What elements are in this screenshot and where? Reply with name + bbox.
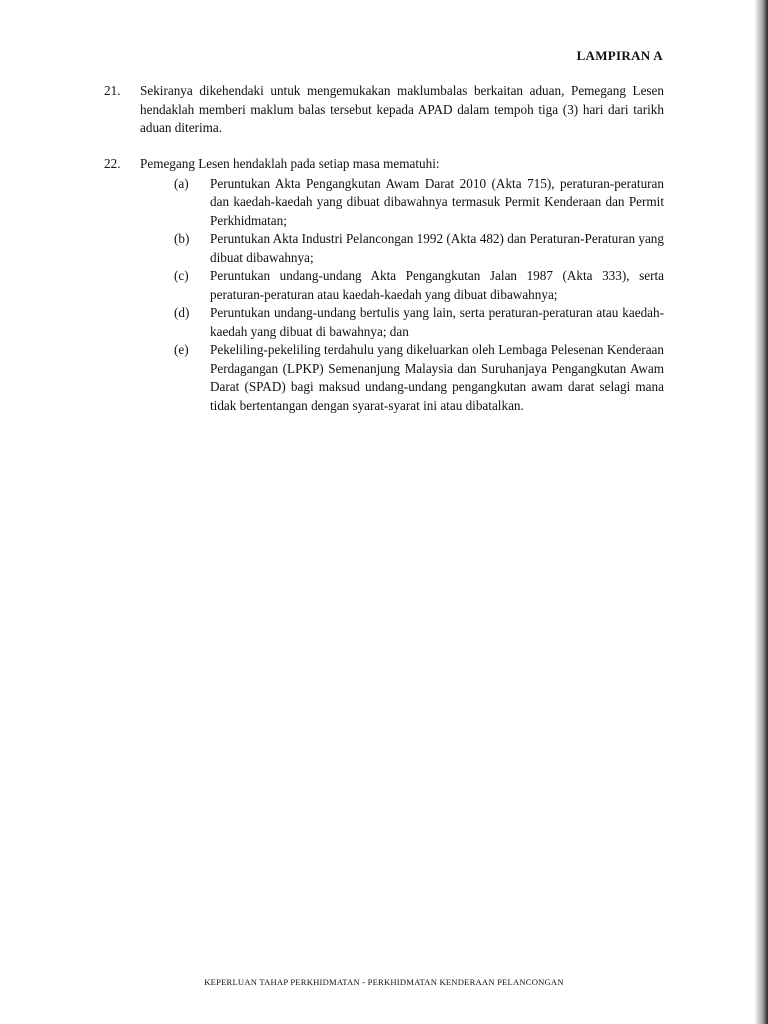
clause-21	[104, 82, 664, 138]
clause-text: Pemegang Lesen hendaklah pada setiap masa mematuhi:	[140, 156, 440, 171]
clause-number: 21.	[104, 83, 121, 98]
page-footer: KEPERLUAN TAHAP PERKHIDMATAN - PERKHIDMATAN KENDERAAN PELANCONGAN	[204, 977, 564, 987]
sub-clause-text: Peruntukan undang-undang Akta Pengangkutan Jalan 1987 (Akta 333), serta peraturan-peraturan atau kaedah-kaedah yang dibuat dibawahnya;	[210, 268, 664, 302]
sub-clause-marker: (b)	[174, 231, 190, 246]
sub-clause-b	[174, 230, 664, 267]
sub-clause-marker: (c)	[174, 268, 189, 283]
clause-number: 22.	[104, 156, 121, 171]
sub-clause-marker: (a)	[174, 175, 189, 191]
sub-clause-e	[174, 341, 664, 415]
page-header-label: LAMPIRAN A	[576, 48, 663, 63]
sub-clause-c	[174, 267, 664, 304]
sub-clause-text: Peruntukan undang-undang bertulis yang lain, serta peraturan-peraturan atau kaedah-kaedah yang dibuat di bawahnya; dan	[210, 305, 664, 339]
sub-clause-text: Peruntukan Akta Pengangkutan Awam Darat 2010 (Akta 715), peraturan-peraturan dan kaedah-kaedah yang dibuat dibawahnya termasuk Permit Kenderaan dan Permit Perkhidmatan;	[210, 175, 664, 228]
sub-clause-marker: (d)	[174, 305, 190, 320]
sub-clause-marker: (e)	[174, 342, 189, 357]
sub-clause-d	[174, 304, 664, 341]
page-edge-shadow	[754, 0, 768, 1024]
sub-clause-list	[174, 175, 664, 416]
sub-clause-text: Peruntukan Akta Industri Pelancongan 1992 (Akta 482) dan Peraturan-Peraturan yang dibuat dibawahnya;	[210, 231, 664, 265]
sub-clause-text: Pekeliling-pekeliling terdahulu yang dikeluarkan oleh Lembaga Pelesenan Kenderaan Perdagangan (LPKP) Semenanjung Malaysia dan Suruhanjaya Pengangkutan Awam Darat (SPAD) bagi maksud undang-undang pengangkutan awam darat selagi mana tidak bertentangan dengan syarat-syarat ini atau dibatalkan.	[210, 342, 664, 413]
sub-clause-a	[174, 175, 664, 231]
clause-text: Sekiranya dikehendaki untuk mengemukakan maklumbalas berkaitan aduan, Pemegang Lesen hendaklah memberi maklum balas tersebut kepada APAD dalam tempoh tiga (3) hari dari tarikh aduan diterima.	[140, 83, 664, 135]
clause-22	[104, 155, 664, 428]
